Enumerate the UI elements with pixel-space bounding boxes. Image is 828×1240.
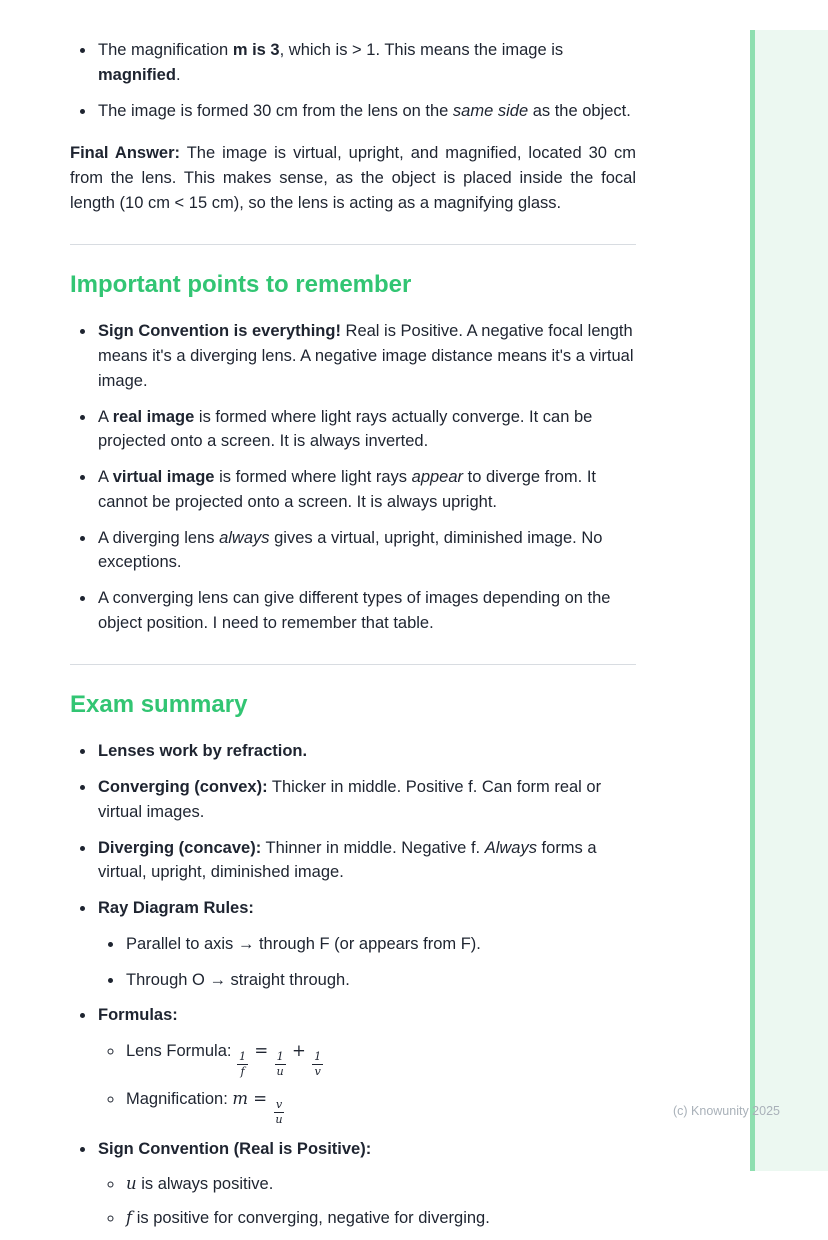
list-item: ◦ Lens Formula: $\frac{1}{f}$ = $\frac{1}{u}$ + $\frac{1}{v}$ (124, 1039, 636, 1078)
list-item: • Converging (convex): Thicker in middle. Positive f. Can form real or virtual images. (96, 775, 636, 825)
section-divider (70, 244, 636, 245)
list-item: • Sign Convention is everything! Real is Positive. A negative focal length means it's a diverging lens. A negative image distance means it's a virtual image. (96, 319, 636, 393)
list-item: • Parallel to axis → through F (or appears from F). (124, 932, 636, 957)
section-divider (70, 664, 636, 665)
important-points-list (70, 319, 636, 635)
exam-summary-list (70, 739, 636, 1231)
list-item (96, 1003, 636, 1125)
nested-list (98, 1172, 636, 1231)
list-item: ◦ Magnification: m = $\frac{v}{u}$ (124, 1087, 636, 1126)
section-exam-summary (70, 691, 636, 1231)
list-item (96, 1137, 636, 1231)
list-item (96, 896, 636, 992)
intro-list (70, 38, 636, 123)
list-item: • The magnification m is 3, which is > 1. This means the image is magnified. (96, 38, 636, 88)
nested-list (98, 1039, 636, 1126)
nested-list (98, 932, 636, 993)
list-item-label: Formulas: (98, 1006, 178, 1025)
list-item: • A real image is formed where light rays actually converge. It can be projected onto a screen. It is always inverted. (96, 405, 636, 455)
list-item: ◦ u is always positive. (124, 1172, 636, 1197)
list-item: • Lenses work by refraction. (96, 739, 636, 764)
list-item-label: Ray Diagram Rules: (98, 899, 254, 918)
list-item-label: Sign Convention (Real is Positive): (98, 1139, 372, 1158)
section-heading: Exam summary (70, 690, 248, 718)
final-answer-paragraph: Final Answer: The image is virtual, upright, and magnified, located 30 cm from the lens. This makes sense, as the object is placed inside the focal length (10 cm < 15 cm), so the lens is acting as a magnifying glass. (70, 144, 636, 212)
section-important-points (70, 271, 636, 636)
decorative-side-strip (750, 30, 828, 1171)
list-item: • A converging lens can give different types of images depending on the object position. I need to remember that table. (96, 586, 636, 636)
copyright-text: (c) Knowunity 2025 (672, 1104, 780, 1119)
document-content (70, 38, 636, 1240)
list-item: • A diverging lens always gives a virtual, upright, diminished image. No exceptions. (96, 526, 636, 576)
list-item: • A virtual image is formed where light rays appear to diverge from. It cannot be projected onto a screen. It is always upright. (96, 465, 636, 515)
list-item: ◦ f is positive for converging, negative for diverging. (124, 1206, 636, 1231)
list-item: • Through O → straight through. (124, 968, 636, 993)
list-item: • Diverging (concave): Thinner in middle. Negative f. Always forms a virtual, upright, diminished image. (96, 836, 636, 886)
section-heading: Important points to remember (70, 270, 412, 298)
list-item: • The image is formed 30 cm from the lens on the same side as the object. (96, 99, 636, 124)
